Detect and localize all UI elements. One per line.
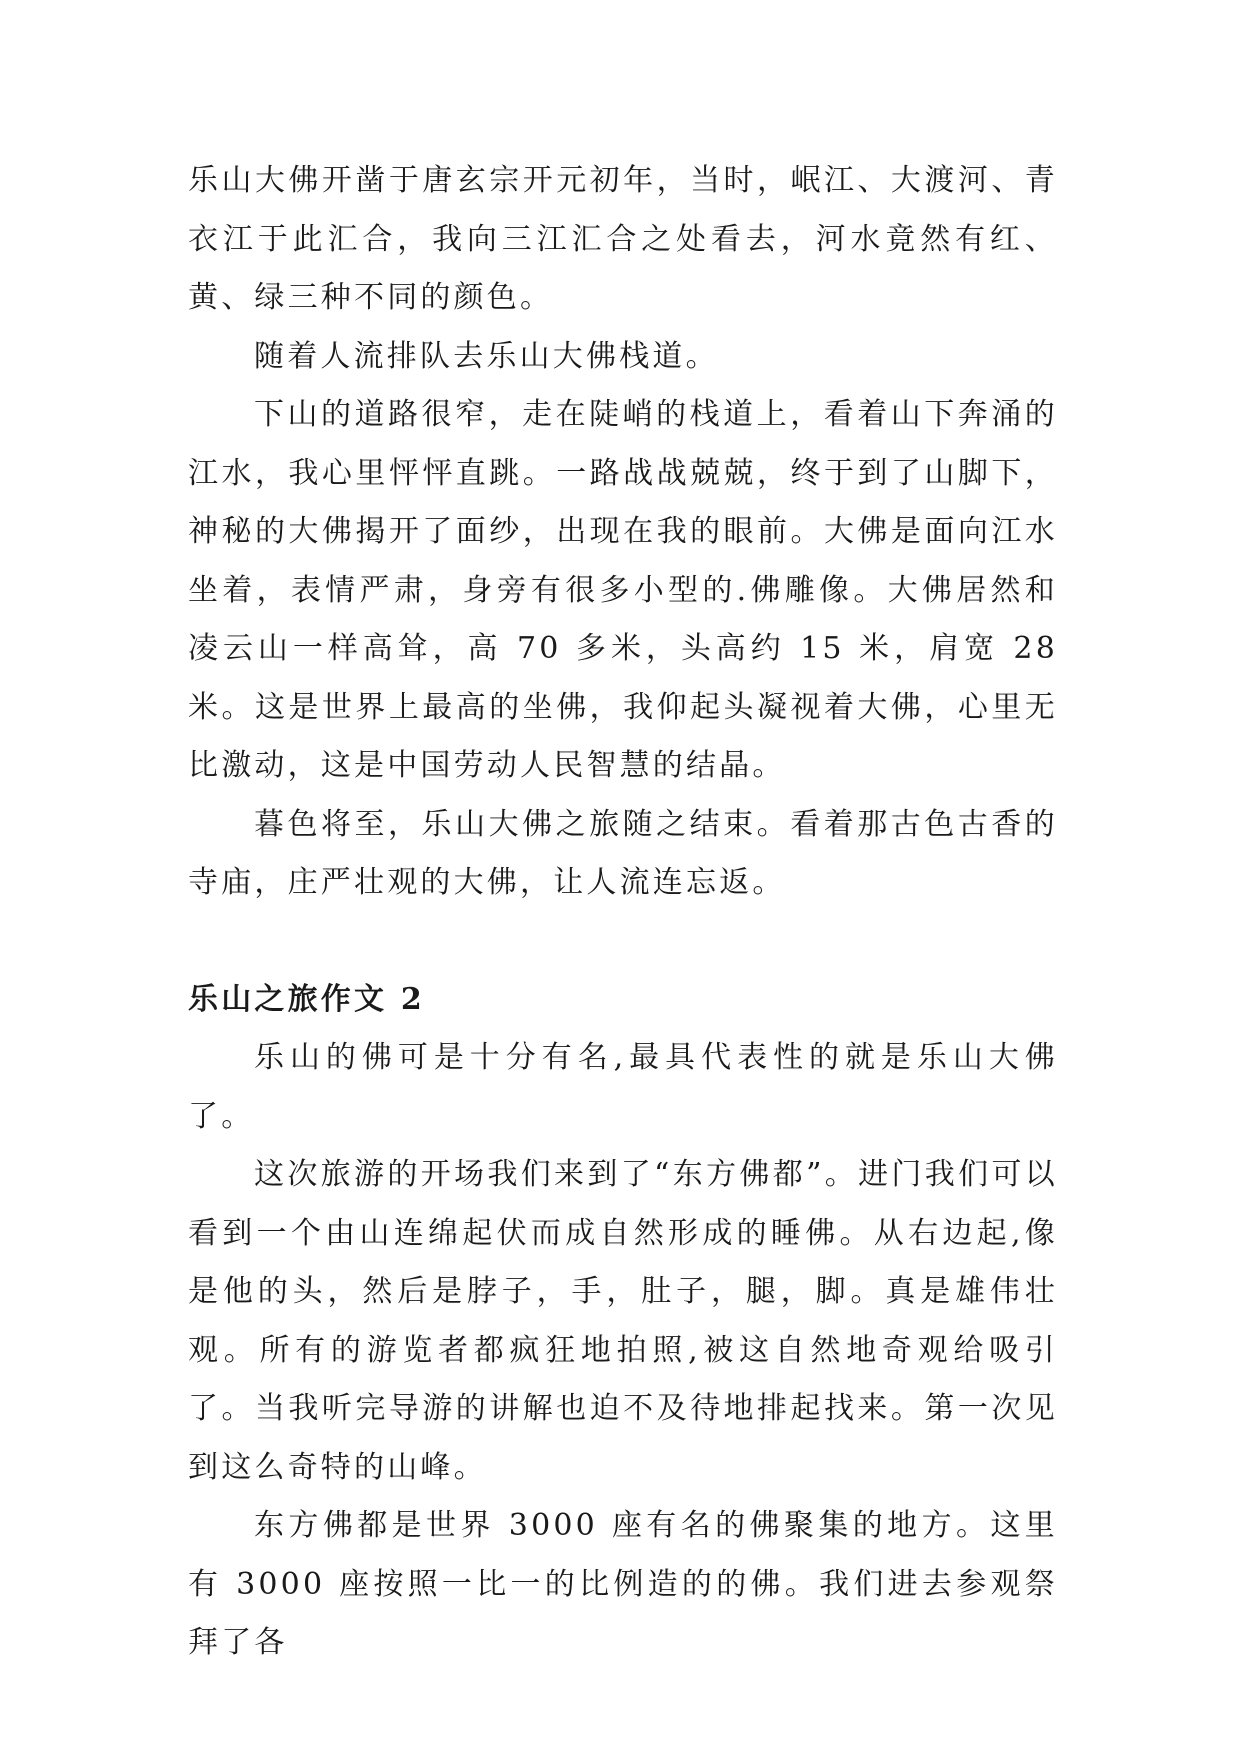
- paragraph: 暮色将至，乐山大佛之旅随之结束。看着那古色古香的寺庙，庄严壮观的大佛，让人流连忘返。: [188, 806, 1058, 900]
- paragraph: 这次旅游的开场我们来到了“东方佛都”。进门我们可以看到一个由山连绵起伏而成自然形成的睡佛。从右边起,像是他的头，然后是脖子，手，肚子，腿，脚。真是雄伟壮观。所有的游览者都疯狂地拍照,被这自然地奇观给吸引了。当我听完导游的讲解也迫不及待地排起找来。第一次见到这么奇特的山峰。: [188, 1157, 1058, 1485]
- paragraph: 随着人流排队去乐山大佛栈道。: [254, 338, 719, 374]
- paragraph: 乐山大佛开凿于唐玄宗开元初年，当时，岷江、大渡河、青衣江于此汇合，我向三江汇合之处看去，河水竟然有红、黄、绿三种不同的颜色。: [188, 163, 1058, 315]
- paragraph: 东方佛都是世界 3000 座有名的佛聚集的地方。这里有 3000 座按照一比一的比例造的的佛。我们进去参观祭拜了各: [188, 1508, 1058, 1660]
- paragraph: 乐山的佛可是十分有名,最具代表性的就是乐山大佛了。: [188, 1040, 1058, 1134]
- document-page: [188, 152, 1071, 1673]
- essay-title: 乐山之旅作文 2: [188, 981, 425, 1017]
- paragraph: 下山的道路很窄，走在陡峭的栈道上，看着山下奔涌的江水，我心里怦怦直跳。一路战战兢兢，终于到了山脚下，神秘的大佛揭开了面纱，出现在我的眼前。大佛是面向江水坐着，表情严肃，身旁有很多小型的.佛雕像。大佛居然和凌云山一样高耸，高 70 多米，头高约 15 米，肩宽 28 米。这是世界上最高的坐佛，我仰起头凝视着大佛，心里无比激动，这是中国劳动人民智慧的结晶。: [188, 397, 1071, 783]
